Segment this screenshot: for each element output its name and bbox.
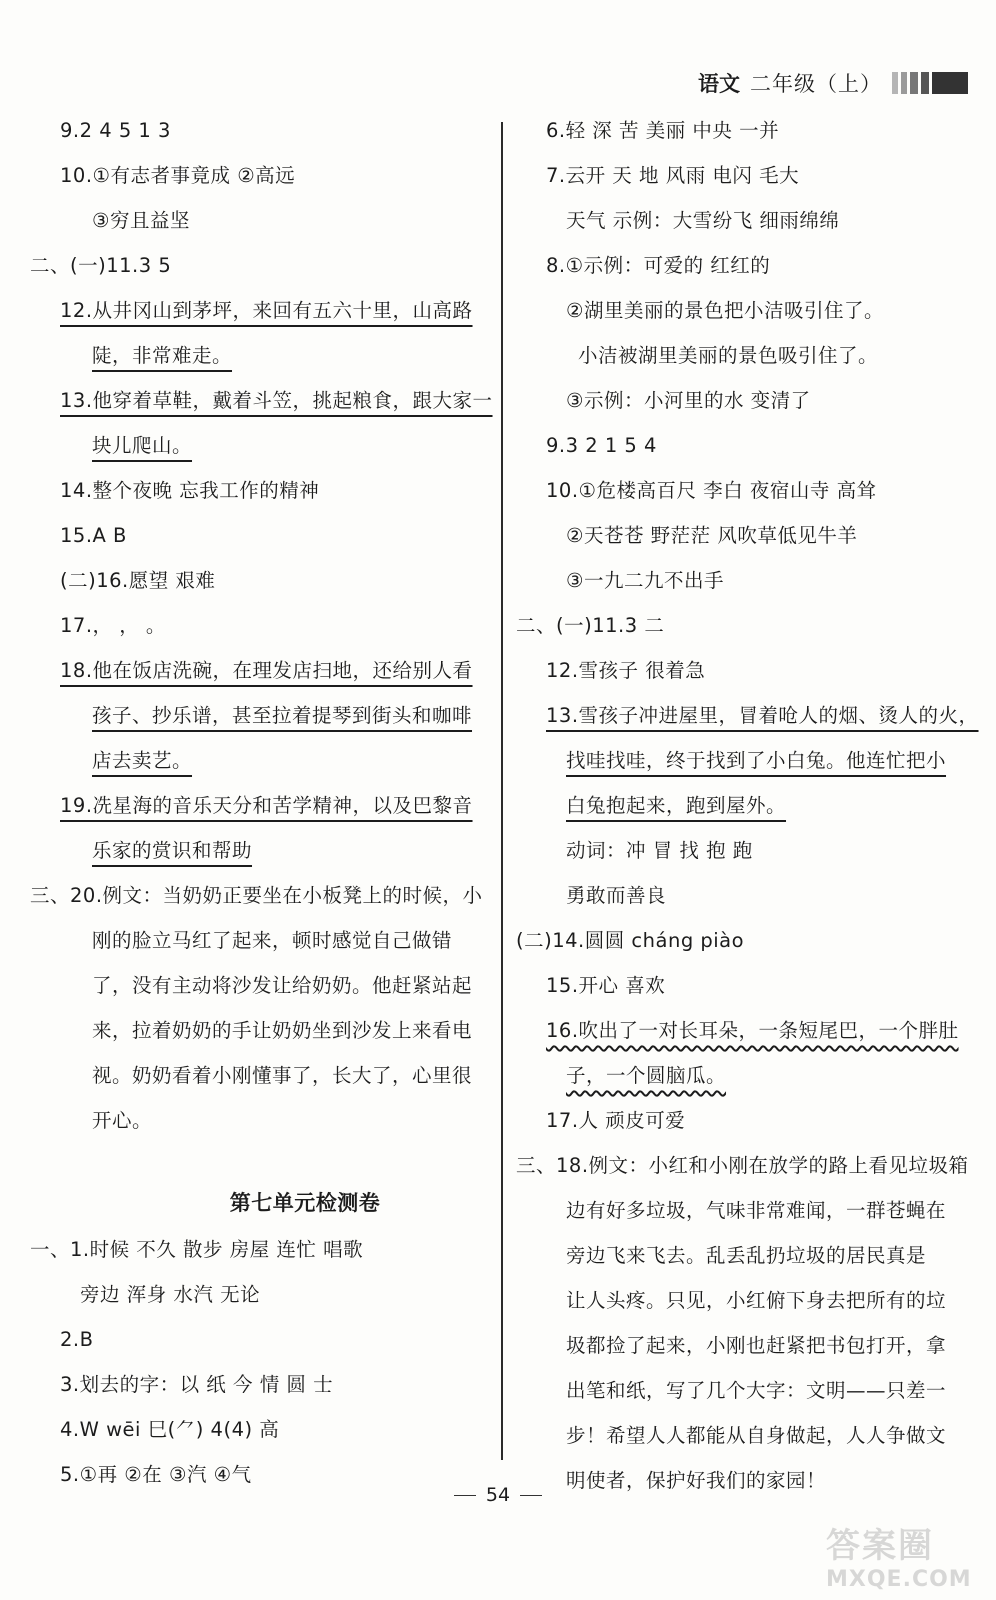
- section-line: 三、18.例文：小红和小刚在放学的路上看见垃圾箱: [516, 1154, 969, 1177]
- header-grade: 二年级（上）: [750, 72, 882, 96]
- answer-line: 步！希望人人都能从自身做起，人人争做文: [566, 1424, 947, 1447]
- underlined-answer: 块儿爬山。: [92, 434, 193, 457]
- answer-line: 来，拉着奶奶的手让奶奶坐到沙发上来看电: [92, 1019, 473, 1042]
- section-line: 二、(一)11.3 二: [516, 614, 665, 637]
- answer-line: 旁边 浑身 水汽 无论: [80, 1283, 261, 1306]
- answer-line: 6.轻 深 苦 美丽 中央 一并: [546, 119, 780, 142]
- answer-line: 明使者，保护好我们的家园！: [566, 1469, 827, 1492]
- answer-line: 勇敢而善良: [566, 884, 667, 907]
- answer-line: 8.①示例：可爱的 红红的: [546, 254, 771, 277]
- underlined-answer: 18.他在饭店洗碗，在理发店扫地，还给别人看: [60, 659, 473, 682]
- answer-line: ③示例：小河里的水 变清了: [566, 389, 811, 412]
- answer-line: ②湖里美丽的景色把小洁吸引住了。: [566, 299, 884, 322]
- answer-line: 17.人 顽皮可爱: [546, 1109, 686, 1132]
- answer-line: 2.B: [60, 1328, 94, 1351]
- section-line: 三、20.例文：当奶奶正要坐在小板凳上的时候，小: [30, 884, 483, 907]
- wavy-underlined-answer: 子，一个圆脑瓜。: [566, 1064, 727, 1087]
- underlined-answer: 19.冼星海的音乐天分和苦学精神，以及巴黎音: [60, 794, 473, 817]
- underlined-answer: 孩子、抄乐谱，甚至拉着提琴到街头和咖啡: [92, 704, 473, 727]
- left-column: [30, 108, 493, 1497]
- answer-line: 视。奶奶看着小刚懂事了，长大了，心里很: [92, 1064, 473, 1087]
- answer-line: 10.①危楼高百尺 李白 夜宿山寺 高耸: [546, 479, 877, 502]
- answer-line: ②天苍苍 野茫茫 风吹草低见牛羊: [566, 524, 858, 547]
- section-line: (二)14.圆圆 cháng piào: [516, 929, 745, 952]
- answer-line: 9.2 4 5 1 3: [60, 119, 171, 142]
- page-footer: [0, 1484, 996, 1506]
- answer-line: (二)16.愿望 艰难: [60, 569, 216, 592]
- unit-title: 第七单元检测卷: [229, 1191, 381, 1215]
- underlined-answer: 13.他穿着草鞋，戴着斗笠，挑起粮食，跟大家一: [60, 389, 493, 412]
- header-decoration: [892, 72, 968, 94]
- watermark-logo: [826, 1518, 986, 1592]
- watermark-top: 答案圈: [826, 1526, 934, 1566]
- answer-line: 4.W wēi 巳(⺈) 4(4) 高: [60, 1418, 280, 1441]
- header-subject: 语文: [698, 72, 740, 96]
- answer-line: 让人头疼。只见，小红俯下身去把所有的垃: [566, 1289, 947, 1312]
- answer-line: 14.整个夜晚 忘我工作的精神: [60, 479, 320, 502]
- answer-line: 刚的脸立马红了起来，顿时感觉自己做错: [92, 929, 453, 952]
- answer-line: ③穷且益坚: [92, 209, 190, 232]
- right-column: [516, 108, 979, 1503]
- underlined-answer: 陡，非常难走。: [92, 344, 233, 367]
- answer-line: 17.， ， 。: [60, 614, 166, 637]
- column-divider: [501, 122, 503, 1460]
- underlined-answer: 店去卖艺。: [92, 749, 193, 772]
- answer-line: 15.开心 喜欢: [546, 974, 666, 997]
- underlined-answer: 找哇找哇，终于找到了小白兔。他连忙把小: [566, 749, 947, 772]
- underlined-answer: 12.从井冈山到茅坪，来回有五六十里，山高路: [60, 299, 473, 322]
- section-line: 二、(一)11.3 5: [30, 254, 172, 277]
- watermark-bottom: MXQE.COM: [826, 1567, 972, 1592]
- answer-line: 7.云开 天 地 风雨 电闪 毛大: [546, 164, 800, 187]
- page-number: 54: [485, 1484, 511, 1506]
- answer-line: 9.3 2 1 5 4: [546, 434, 657, 457]
- answer-line: 5.①再 ②在 ③汽 ④气: [60, 1463, 252, 1486]
- underlined-answer: 13.雪孩子冲进屋里，冒着呛人的烟、烫人的火，: [546, 704, 979, 727]
- underlined-answer: 乐家的赏识和帮助: [92, 839, 253, 862]
- answer-line: 旁边飞来飞去。乱丢乱扔垃圾的居民真是: [566, 1244, 927, 1267]
- section-line: 一、1.时候 不久 散步 房屋 连忙 唱歌: [30, 1238, 364, 1261]
- underlined-answer: 白兔抱起来，跑到屋外。: [566, 794, 787, 817]
- wavy-underlined-answer: 16.吹出了一对长耳朵，一条短尾巴，一个胖肚: [546, 1019, 959, 1042]
- answer-line: 开心。: [92, 1109, 153, 1132]
- answer-line: 3.划去的字：以 纸 今 情 圆 士: [60, 1373, 334, 1396]
- answer-line: 圾都捡了起来，小刚也赶紧把书包打开，拿: [566, 1334, 947, 1357]
- answer-line: 边有好多垃圾，气味非常难闻，一群苍蝇在: [566, 1199, 947, 1222]
- answer-line: 12.雪孩子 很着急: [546, 659, 706, 682]
- answer-line: 动词：冲 冒 找 抱 跑: [566, 839, 753, 862]
- answer-line: 10.①有志者事竟成 ②高远: [60, 164, 296, 187]
- answer-line: 小洁被湖里美丽的景色吸引住了。: [578, 344, 879, 367]
- answer-line: 了，没有主动将沙发让给奶奶。他赶紧站起: [92, 974, 473, 997]
- answer-line: 15.A B: [60, 524, 127, 547]
- answer-line: 天气 示例：大雪纷飞 细雨绵绵: [566, 209, 840, 232]
- answer-line: ③一九二九不出手: [566, 569, 724, 592]
- running-header: [698, 66, 968, 100]
- answer-line: 出笔和纸，写了几个大字：文明——只差一: [566, 1379, 947, 1402]
